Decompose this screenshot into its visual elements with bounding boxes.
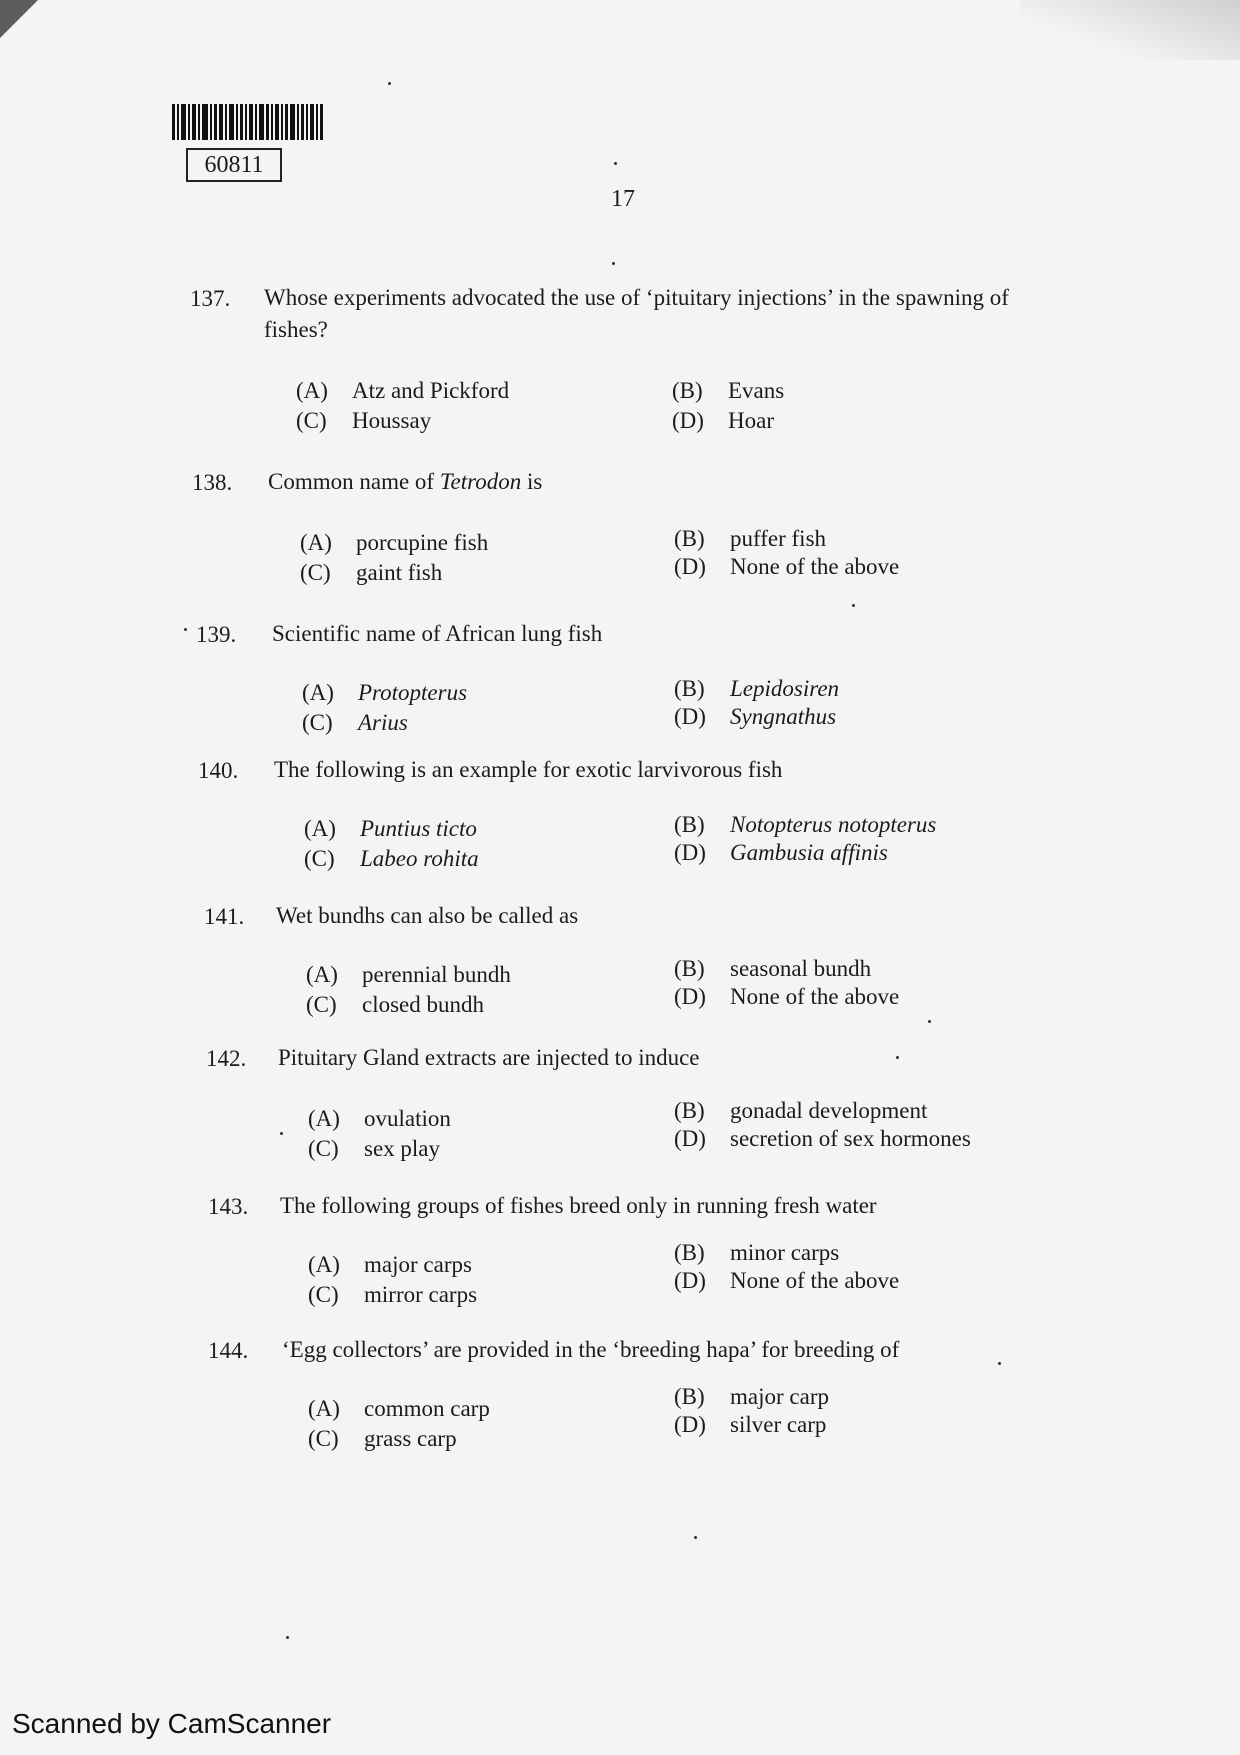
option-b: (B) Evans [672, 378, 785, 403]
option-c: (C) grass carp [308, 1426, 457, 1451]
option-a: (A) ovulation [308, 1106, 451, 1131]
option-c: (C) sex play [308, 1136, 441, 1161]
question-text: The following is an example for exotic larvivorous fish [274, 757, 783, 782]
option-d: (D) Syngnathus [674, 704, 837, 729]
option-d: (D) None of the above [674, 554, 900, 579]
question-140 [0, 758, 1240, 888]
question-text: Scientific name of African lung fish [272, 621, 603, 646]
option-a: (A) Atz and Pickford [296, 378, 510, 403]
question-text: ‘Egg collectors’ are provided in the ‘breeding hapa’ for breeding of [282, 1337, 900, 1362]
scan-speck [388, 82, 391, 85]
scanner-watermark: Scanned by CamScanner [12, 1708, 332, 1739]
paper-code-box: 60811 [186, 148, 282, 182]
scan-speck [280, 1132, 283, 1135]
option-d: (D) None of the above [674, 1268, 900, 1293]
page-number: 17 [611, 186, 635, 212]
question-138 [0, 470, 1240, 600]
question-text: Whose experiments advocated the use of ‘pituitary injections’ in the spawning of fishes? [264, 285, 1009, 342]
option-a: (A) perennial bundh [306, 962, 511, 987]
option-b: (B) minor carps [674, 1240, 840, 1265]
page-corner-shadow [0, 0, 38, 38]
option-b: (B) seasonal bundh [674, 956, 872, 981]
option-b: (B) puffer fish [674, 526, 827, 551]
option-b: (B) major carp [674, 1384, 829, 1409]
scan-speck [614, 162, 617, 165]
question-text: Wet bundhs can also be called as [276, 903, 579, 928]
option-c: (C) Houssay [296, 408, 432, 433]
option-d: (D) Hoar [672, 408, 774, 433]
option-c: (C) closed bundh [306, 992, 485, 1017]
scan-speck [286, 1636, 289, 1639]
option-c: (C) Labeo rohita [304, 846, 479, 871]
option-d: (D) silver carp [674, 1412, 827, 1437]
question-139 [0, 622, 1240, 752]
option-a: (A) common carp [308, 1396, 490, 1421]
question-number: 138. [192, 470, 233, 495]
option-d: (D) None of the above [674, 984, 900, 1009]
option-d: (D) secretion of sex hormones [674, 1126, 971, 1151]
option-b: (B) Lepidosiren [674, 676, 840, 701]
page-edge-shadow [1020, 0, 1240, 60]
question-number: 144. [208, 1338, 249, 1363]
option-b: (B) Notopterus notopterus [674, 812, 937, 837]
barcode-image [172, 104, 338, 140]
scan-speck [928, 1020, 931, 1023]
option-a: (A) Protopterus [302, 680, 468, 705]
question-text: Pituitary Gland extracts are injected to induce [278, 1045, 700, 1070]
option-a: (A) porcupine fish [300, 530, 489, 555]
question-number: 140. [198, 758, 239, 783]
question-number: 143. [208, 1194, 249, 1219]
scan-speck [184, 628, 187, 631]
question-144 [0, 1338, 1240, 1468]
question-number: 137. [190, 286, 231, 311]
scan-speck [694, 1536, 697, 1539]
question-143 [0, 1194, 1240, 1324]
option-a: (A) Puntius ticto [304, 816, 477, 841]
scan-speck [852, 604, 855, 607]
option-c: (C) gaint fish [300, 560, 443, 585]
option-a: (A) major carps [308, 1252, 472, 1277]
question-137 [0, 285, 1240, 433]
question-text: The following groups of fishes breed only in running fresh water [280, 1193, 877, 1218]
scan-speck [896, 1056, 899, 1059]
question-number: 142. [206, 1046, 247, 1071]
question-number: 139. [196, 622, 237, 647]
option-d: (D) Gambusia affinis [674, 840, 888, 865]
option-b: (B) gonadal development [674, 1098, 928, 1123]
question-141 [0, 904, 1240, 1034]
scan-speck [998, 1362, 1001, 1365]
question-text: Common name of Tetrodon is [268, 469, 543, 494]
scan-speck [612, 262, 615, 265]
option-c: (C) mirror carps [308, 1282, 478, 1307]
question-number: 141. [204, 904, 245, 929]
option-c: (C) Arius [302, 710, 408, 735]
question-142 [0, 1046, 1240, 1176]
